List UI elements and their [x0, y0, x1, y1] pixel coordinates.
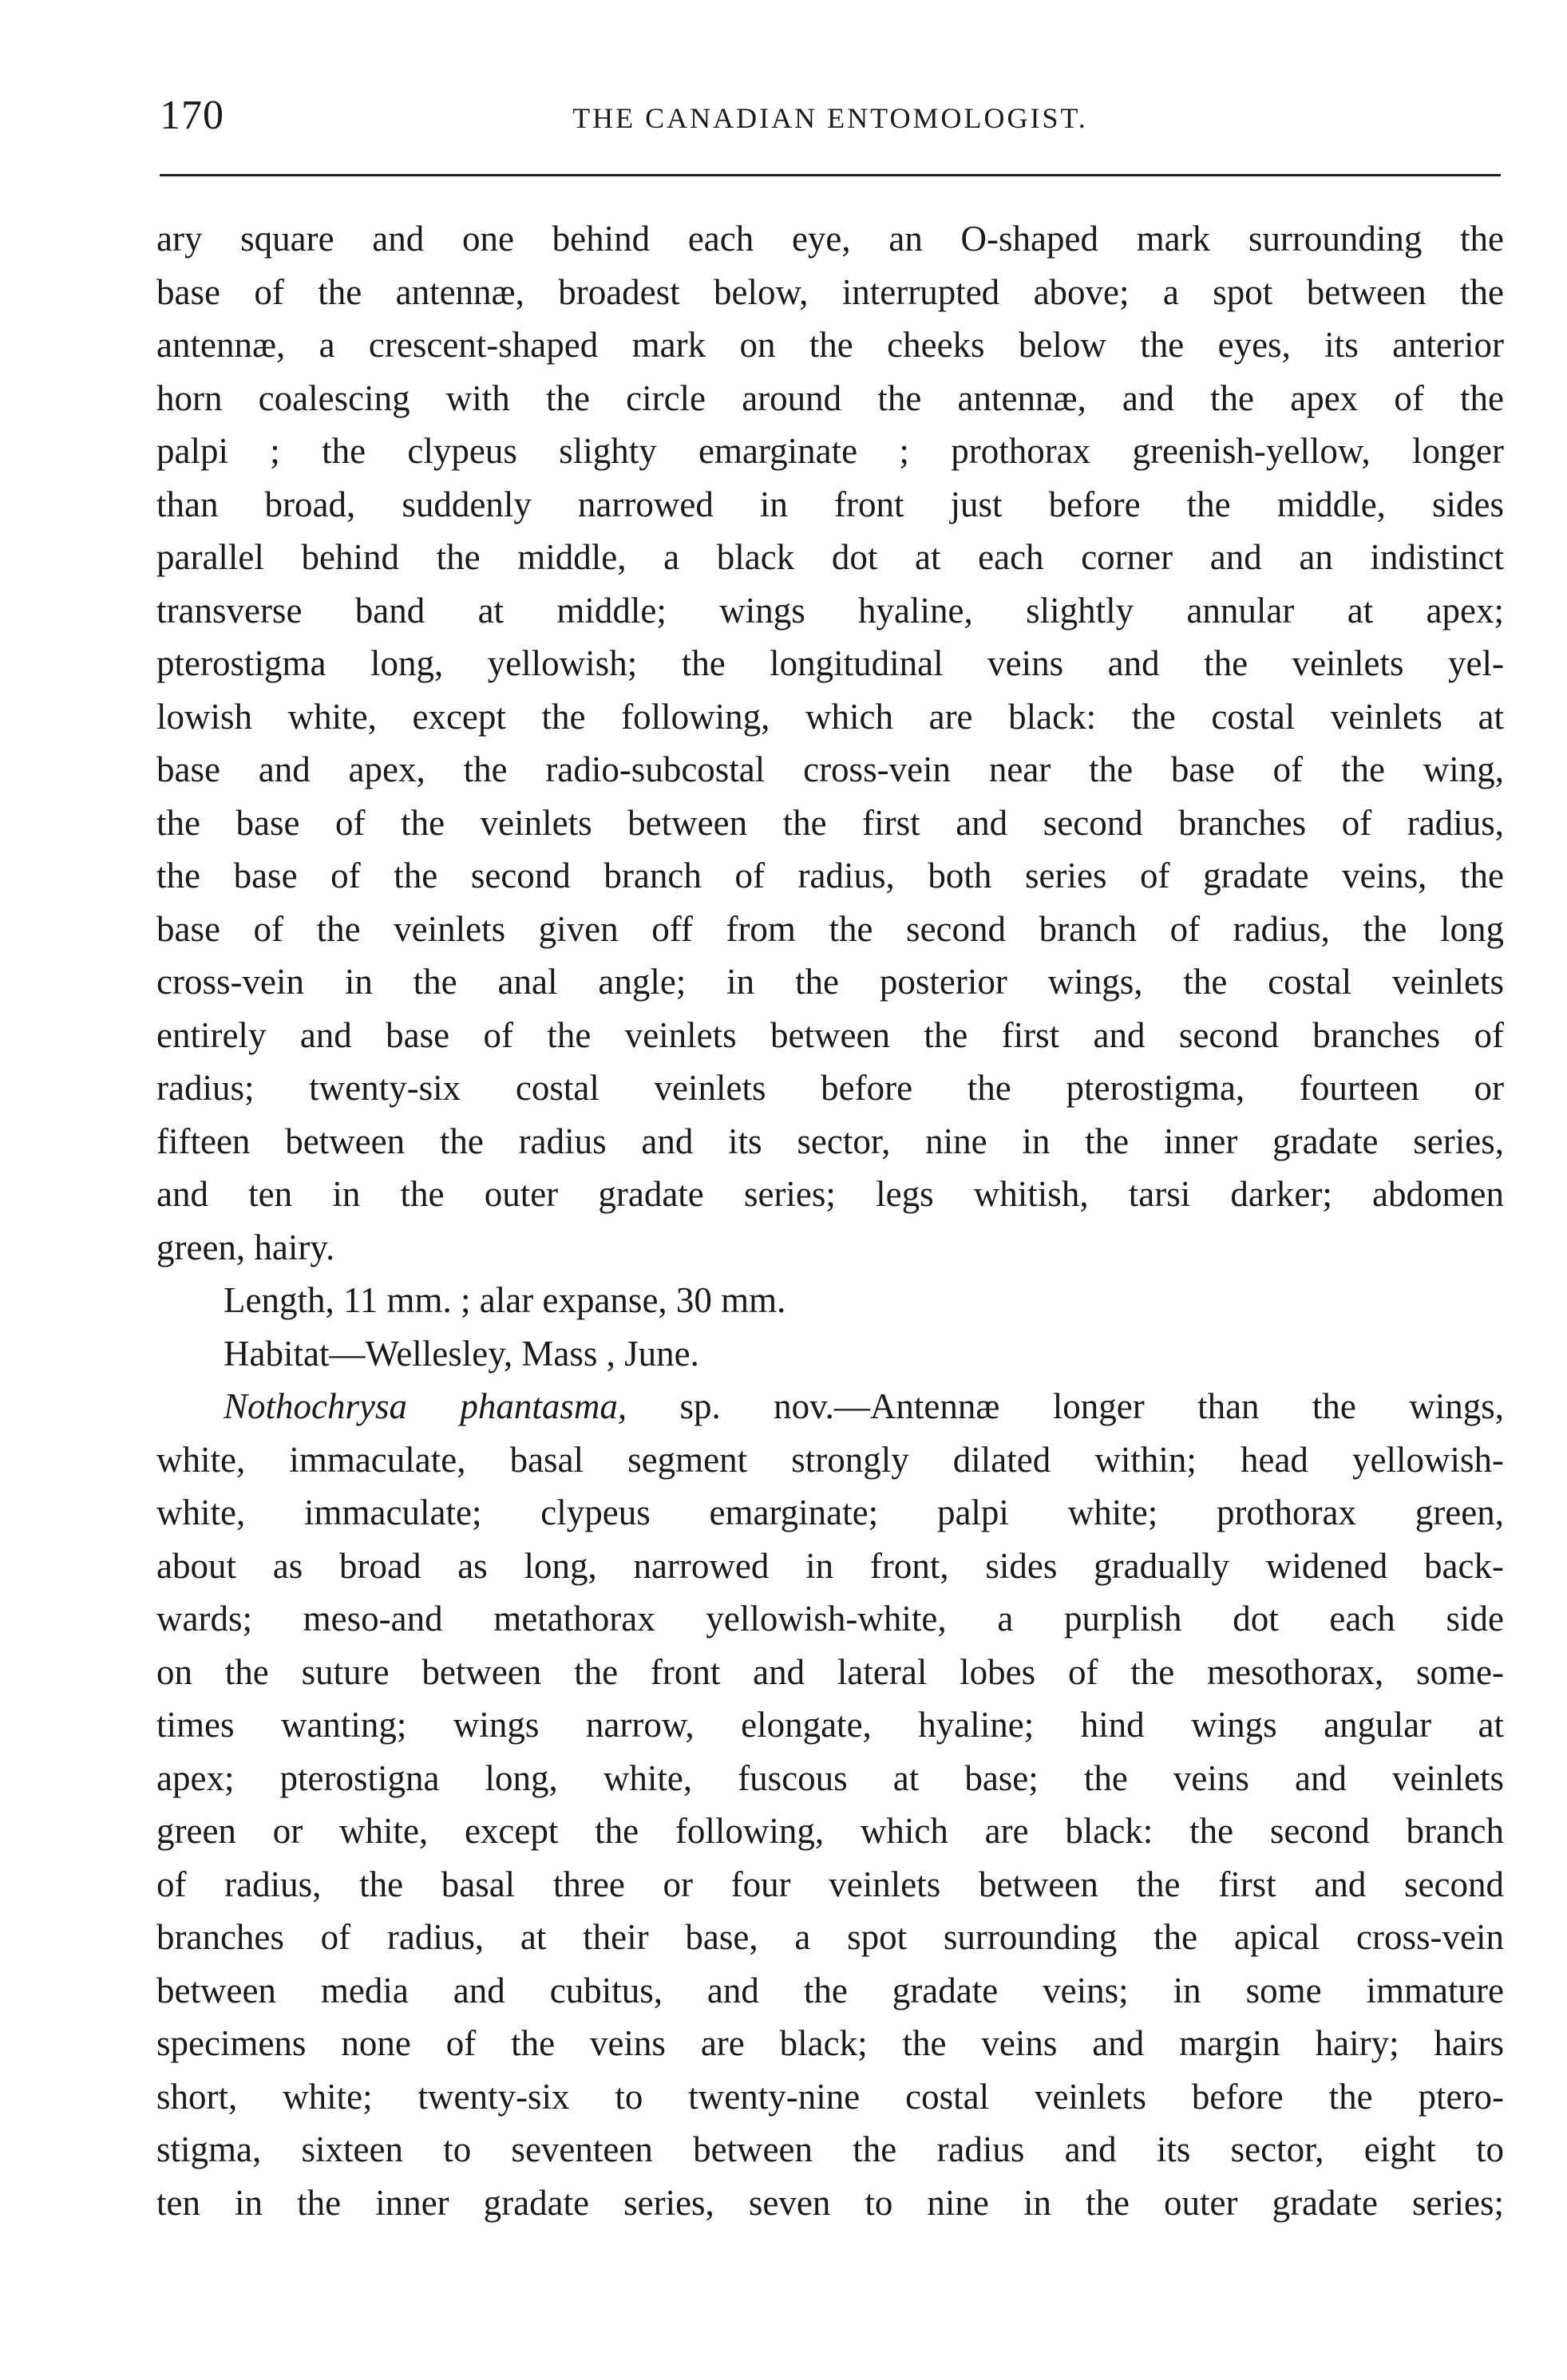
text-line: entirely and base of the veinlets between the first and second branches of	[156, 1014, 1504, 1055]
text-line: stigma, sixteen to seventeen between the radius and its sector, eight to	[156, 2129, 1504, 2169]
text-line: base of the veinlets given off from the second branch of radius, the long	[156, 908, 1504, 949]
page-header	[160, 88, 1501, 160]
text-line: times wanting; wings narrow, elongate, hyaline; hind wings angular at	[156, 1705, 1504, 1745]
text-line: ary square and one behind each eye, an O-shaped mark surrounding the	[156, 219, 1504, 259]
text-line: and ten in the outer gradate series; legs whitish, tarsi darker; abdomen	[156, 1174, 1504, 1214]
species-heading-line	[156, 1380, 1504, 1433]
text-line: of radius, the basal three or four veinlets between the first and second	[156, 1864, 1504, 1904]
text-line: between media and cubitus, and the gradate veins; in some immature	[156, 1970, 1504, 2010]
species-description-start: sp. nov.—Antennæ longer than the wings,	[627, 1386, 1504, 1426]
text-line: ten in the inner gradate series, seven to nine in the outer gradate series;	[156, 2182, 1504, 2223]
text-line: the base of the veinlets between the first and second branches of radius,	[156, 802, 1504, 843]
header-rule	[160, 174, 1501, 176]
text-line: than broad, suddenly narrowed in front just before the middle, sides	[156, 484, 1504, 524]
text-line: apex; pterostigna long, white, fuscous at base; the veins and veinlets	[156, 1757, 1504, 1798]
text-line: horn coalescing with the circle around the antennæ, and the apex of the	[156, 378, 1504, 418]
text-line: parallel behind the middle, a black dot at each corner and an indistinct	[156, 537, 1504, 577]
species-name: Nothochrysa phantasma,	[224, 1386, 627, 1426]
page-number: 170	[160, 93, 224, 138]
text-line: white, immaculate; clypeus emarginate; palpi white; prothorax green,	[156, 1492, 1504, 1532]
text-line: radius; twenty-six costal veinlets before the pterostigma, fourteen or	[156, 1068, 1504, 1108]
text-line: branches of radius, at their base, a spot surrounding the apical cross-vein	[156, 1917, 1504, 1957]
text-line: about as broad as long, narrowed in front, sides gradually widened back-	[156, 1545, 1504, 1586]
text-line: green, hairy.	[156, 1227, 335, 1267]
text-line: pterostigma long, yellowish; the longitudinal veins and the veinlets yel-	[156, 643, 1504, 683]
text-line: specimens none of the veins are black; the veins and margin hairy; hairs	[156, 2023, 1504, 2063]
text-line: the base of the second branch of radius, both series of gradate veins, the	[156, 856, 1504, 895]
text-line: base and apex, the radio-subcostal cross-vein near the base of the wing,	[156, 749, 1504, 789]
body-text	[156, 212, 1504, 2229]
text-line: palpi ; the clypeus slighty emarginate ; prothorax greenish-yellow, longer	[156, 431, 1504, 471]
text-line: white, immaculate, basal segment strongly dilated within; head yellowish-	[156, 1439, 1504, 1480]
text-line: short, white; twenty-six to twenty-nine costal veinlets before the ptero-	[156, 2076, 1504, 2117]
text-line: cross-vein in the anal angle; in the posterior wings, the costal veinlets	[156, 962, 1504, 1002]
length-line: Length, 11 mm. ; alar expanse, 30 mm.	[224, 1280, 786, 1320]
text-line: lowish white, except the following, which are black: the costal veinlets at	[156, 696, 1504, 737]
text-line: fifteen between the radius and its sector, nine in the inner gradate series,	[156, 1121, 1504, 1161]
text-line: wards; meso-and metathorax yellowish-white, a purplish dot each side	[156, 1599, 1504, 1639]
habitat-line: Habitat—Wellesley, Mass , June.	[224, 1333, 699, 1374]
text-line: green or white, except the following, which are black: the second branch	[156, 1811, 1504, 1851]
text-line: base of the antennæ, broadest below, interrupted above; a spot between the	[156, 271, 1504, 312]
running-head: THE CANADIAN ENTOMOLOGIST.	[572, 102, 1088, 134]
text-line: on the suture between the front and lateral lobes of the mesothorax, some-	[156, 1651, 1504, 1692]
text-line: antennæ, a crescent-shaped mark on the cheeks below the eyes, its anterior	[156, 325, 1504, 365]
text-line: transverse band at middle; wings hyaline, slightly annular at apex;	[156, 590, 1504, 631]
